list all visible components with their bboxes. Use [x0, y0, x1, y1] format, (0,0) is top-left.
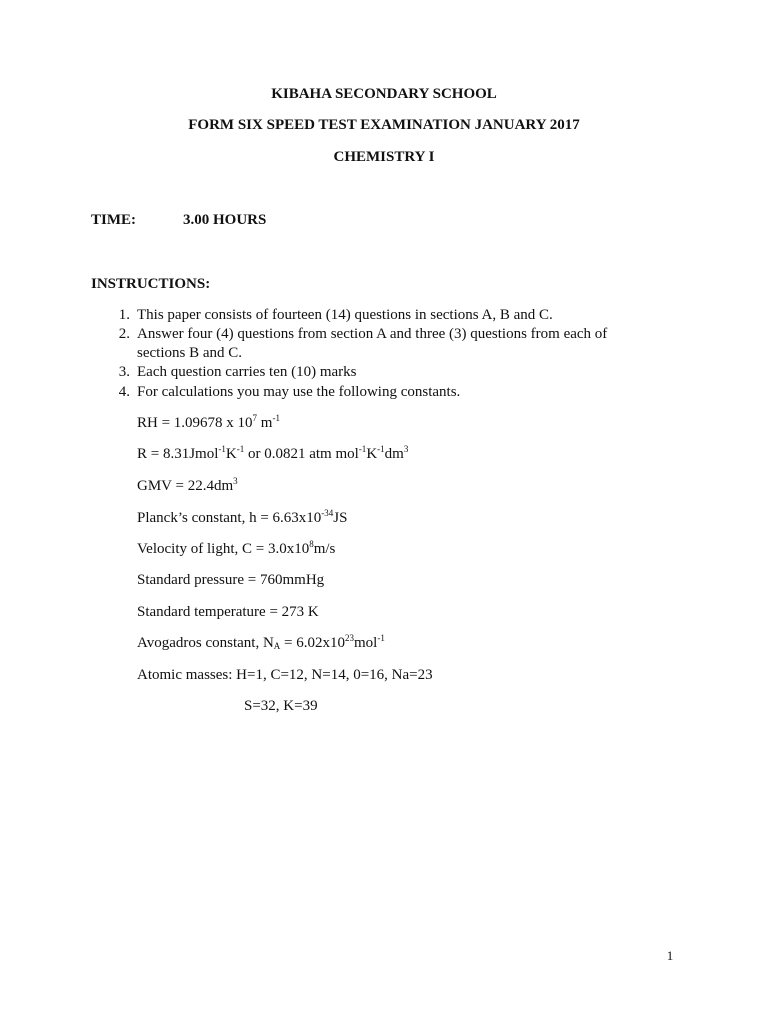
- constant-avogadro: Avogadros constant, $N_A = 6.02x10^{23}mol^{-1}$: [137, 633, 385, 651]
- atomic-masses: Atomic masses: H=1, C=12, N=14, 0=16, Na=23: [137, 667, 433, 683]
- exam-title: FORM SIX SPEED TEST EXAMINATION JANUARY 2017: [188, 117, 580, 133]
- constant-planck: Planck’s constant, $h = 6.63x10^{-34}JS$: [137, 508, 348, 526]
- constant-gmv: GMV = $22.4dm^3$: [137, 476, 238, 494]
- instruction-text: This paper consists of fourteen (14) questions in sections A, B and C.: [137, 307, 553, 323]
- constant-gas: $R = 8.31Jmol^{-1}K^{-1}$ or 0.0821 atm $mol^{-1}K^{-1}dm^3$: [137, 444, 409, 462]
- instruction-text-continued: sections B and C.: [137, 345, 242, 361]
- instructions-heading: INSTRUCTIONS:: [91, 276, 211, 292]
- subject-title: CHEMISTRY I: [333, 149, 435, 165]
- school-name: KIBAHA SECONDARY SCHOOL: [271, 86, 497, 102]
- constant-pressure: Standard pressure = 760mmHg: [137, 572, 325, 588]
- constant-rydberg: RH = 1.09678 x $10^7$ $m^{-1}$: [137, 413, 280, 431]
- instruction-text: Each question carries ten (10) marks: [137, 364, 357, 380]
- constant-temperature: Standard temperature = 273 K: [137, 604, 319, 620]
- instruction-number: 3.: [118, 364, 130, 380]
- instruction-text: Answer four (4) questions from section A and three (3) questions from each of: [137, 326, 608, 342]
- instruction-number: 2.: [118, 326, 130, 342]
- time-label: TIME:: [91, 212, 136, 228]
- page-number: 1: [666, 948, 674, 963]
- time-value: 3.00 HOURS: [183, 212, 267, 228]
- constant-light: Velocity of light, $C = 3.0x10^8m/s$: [137, 539, 336, 557]
- instruction-number: 4.: [118, 384, 130, 400]
- instruction-number: 1.: [118, 307, 130, 323]
- instruction-text: For calculations you may use the following constants.: [137, 384, 461, 400]
- atomic-masses-continued: S=32, K=39: [244, 698, 318, 714]
